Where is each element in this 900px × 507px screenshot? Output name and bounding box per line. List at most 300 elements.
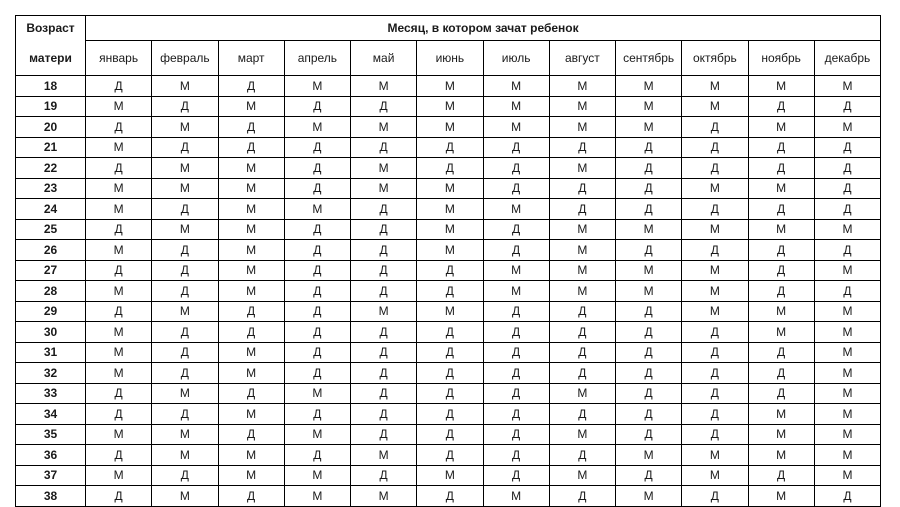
gender-cell: Д xyxy=(152,240,218,261)
gender-cell: Д xyxy=(616,137,682,158)
gender-cell: М xyxy=(86,322,152,343)
gender-cell: Д xyxy=(86,117,152,138)
gender-cell: Д xyxy=(814,486,880,507)
gender-cell: М xyxy=(616,117,682,138)
gender-cell: М xyxy=(218,445,284,466)
gender-cell: М xyxy=(86,281,152,302)
gender-cell: М xyxy=(218,260,284,281)
mother-age-cell: 21 xyxy=(16,137,86,158)
gender-cell: Д xyxy=(86,404,152,425)
gender-cell: М xyxy=(417,178,483,199)
table-row xyxy=(16,137,881,158)
gender-cell: М xyxy=(549,281,615,302)
gender-cell: Д xyxy=(483,322,549,343)
gender-cell: М xyxy=(616,219,682,240)
gender-cell: Д xyxy=(152,363,218,384)
gender-cell: Д xyxy=(483,445,549,466)
gender-cell: М xyxy=(152,178,218,199)
gender-cell: Д xyxy=(152,465,218,486)
gender-cell: М xyxy=(152,76,218,97)
gender-cell: Д xyxy=(417,486,483,507)
gender-cell: Д xyxy=(152,137,218,158)
gender-cell: Д xyxy=(351,465,417,486)
gender-cell: Д xyxy=(616,342,682,363)
gender-cell: Д xyxy=(748,260,814,281)
month-header: январь xyxy=(86,41,152,76)
gender-cell: Д xyxy=(748,96,814,117)
gender-cell: М xyxy=(218,465,284,486)
month-header: ноябрь xyxy=(748,41,814,76)
mother-age-cell: 34 xyxy=(16,404,86,425)
gender-cell: М xyxy=(86,465,152,486)
table-row xyxy=(16,178,881,199)
gender-cell: Д xyxy=(483,301,549,322)
gender-cell: М xyxy=(682,76,748,97)
gender-cell: Д xyxy=(682,363,748,384)
mother-age-cell: 25 xyxy=(16,219,86,240)
gender-cell: М xyxy=(86,240,152,261)
mother-age-cell: 31 xyxy=(16,342,86,363)
gender-cell: М xyxy=(682,465,748,486)
gender-cell: Д xyxy=(218,117,284,138)
gender-cell: Д xyxy=(417,383,483,404)
mother-age-cell: 37 xyxy=(16,465,86,486)
gender-cell: М xyxy=(748,424,814,445)
gender-cell: М xyxy=(814,117,880,138)
gender-cell: Д xyxy=(814,158,880,179)
mother-age-cell: 22 xyxy=(16,158,86,179)
table-row xyxy=(16,281,881,302)
gender-cell: Д xyxy=(284,178,350,199)
gender-cell: Д xyxy=(616,322,682,343)
gender-cell: Д xyxy=(616,199,682,220)
table-row xyxy=(16,158,881,179)
gender-cell: Д xyxy=(152,260,218,281)
gender-cell: Д xyxy=(86,219,152,240)
gender-cell: М xyxy=(549,76,615,97)
gender-cell: Д xyxy=(616,240,682,261)
gender-cell: Д xyxy=(748,158,814,179)
gender-cell: Д xyxy=(218,137,284,158)
gender-cell: М xyxy=(284,424,350,445)
gender-cell: Д xyxy=(549,322,615,343)
month-header: декабрь xyxy=(814,41,880,76)
mother-age-cell: 28 xyxy=(16,281,86,302)
gender-cell: М xyxy=(549,424,615,445)
gender-cell: М xyxy=(814,445,880,466)
gender-cell: М xyxy=(682,96,748,117)
mother-age-cell: 36 xyxy=(16,445,86,466)
gender-cell: М xyxy=(814,322,880,343)
gender-cell: М xyxy=(748,117,814,138)
mother-age-cell: 24 xyxy=(16,199,86,220)
gender-cell: М xyxy=(616,486,682,507)
gender-cell: Д xyxy=(218,322,284,343)
gender-cell: М xyxy=(351,117,417,138)
mother-age-cell: 32 xyxy=(16,363,86,384)
gender-cell: М xyxy=(682,178,748,199)
gender-cell: Д xyxy=(483,178,549,199)
gender-cell: Д xyxy=(284,96,350,117)
gender-cell: М xyxy=(549,158,615,179)
gender-cell: М xyxy=(549,219,615,240)
mother-age-cell: 23 xyxy=(16,178,86,199)
gender-cell: Д xyxy=(152,96,218,117)
gender-cell: М xyxy=(748,76,814,97)
gender-cell: Д xyxy=(417,342,483,363)
gender-cell: М xyxy=(748,219,814,240)
gender-cell: Д xyxy=(218,424,284,445)
gender-cell: М xyxy=(218,158,284,179)
gender-cell: Д xyxy=(616,158,682,179)
gender-cell: Д xyxy=(682,322,748,343)
gender-cell: М xyxy=(616,260,682,281)
gender-cell: М xyxy=(218,363,284,384)
table-row xyxy=(16,240,881,261)
gender-cell: Д xyxy=(483,465,549,486)
gender-cell: Д xyxy=(86,383,152,404)
gender-cell: М xyxy=(814,260,880,281)
gender-cell: Д xyxy=(218,486,284,507)
gender-cell: Д xyxy=(549,178,615,199)
gender-cell: Д xyxy=(417,445,483,466)
gender-cell: М xyxy=(483,260,549,281)
gender-cell: Д xyxy=(417,281,483,302)
gender-cell: Д xyxy=(152,404,218,425)
gender-cell: М xyxy=(483,76,549,97)
table-row xyxy=(16,199,881,220)
gender-cell: М xyxy=(218,240,284,261)
gender-cell: Д xyxy=(152,199,218,220)
gender-cell: Д xyxy=(351,199,417,220)
gender-cell: М xyxy=(748,486,814,507)
gender-cell: М xyxy=(616,96,682,117)
gender-cell: М xyxy=(351,158,417,179)
gender-cell: Д xyxy=(616,465,682,486)
gender-cell: М xyxy=(152,424,218,445)
gender-cell: Д xyxy=(549,486,615,507)
gender-cell: Д xyxy=(284,445,350,466)
gender-cell: М xyxy=(814,465,880,486)
gender-cell: М xyxy=(417,465,483,486)
gender-cell: М xyxy=(351,76,417,97)
table-row xyxy=(16,465,881,486)
gender-cell: Д xyxy=(284,342,350,363)
gender-cell: М xyxy=(417,199,483,220)
table-row xyxy=(16,96,881,117)
gender-cell: М xyxy=(682,445,748,466)
gender-cell: М xyxy=(549,117,615,138)
gender-cell: М xyxy=(748,301,814,322)
gender-cell: М xyxy=(152,117,218,138)
gender-cell: М xyxy=(417,301,483,322)
gender-cell: Д xyxy=(748,342,814,363)
gender-cell: М xyxy=(748,404,814,425)
gender-cell: Д xyxy=(682,486,748,507)
gender-cell: Д xyxy=(814,281,880,302)
gender-cell: Д xyxy=(549,404,615,425)
gender-cell: М xyxy=(284,383,350,404)
gender-cell: М xyxy=(86,137,152,158)
gender-cell: Д xyxy=(483,240,549,261)
month-header: февраль xyxy=(152,41,218,76)
gender-cell: М xyxy=(682,281,748,302)
gender-cell: Д xyxy=(351,96,417,117)
gender-cell: Д xyxy=(351,260,417,281)
gender-cell: М xyxy=(616,445,682,466)
gender-cell: М xyxy=(483,486,549,507)
gender-cell: М xyxy=(218,219,284,240)
gender-cell: Д xyxy=(616,301,682,322)
gender-cell: Д xyxy=(351,322,417,343)
gender-cell: Д xyxy=(152,322,218,343)
gender-cell: Д xyxy=(284,240,350,261)
month-header: апрель xyxy=(284,41,350,76)
gender-cell: М xyxy=(814,301,880,322)
gender-cell: Д xyxy=(284,137,350,158)
table-row xyxy=(16,342,881,363)
gender-cell: Д xyxy=(748,137,814,158)
gender-cell: Д xyxy=(748,281,814,302)
gender-cell: Д xyxy=(483,363,549,384)
gender-cell: М xyxy=(152,301,218,322)
table-row xyxy=(16,76,881,97)
gender-cell: Д xyxy=(483,404,549,425)
gender-cell: Д xyxy=(549,342,615,363)
mother-age-cell: 20 xyxy=(16,117,86,138)
gender-cell: Д xyxy=(86,301,152,322)
gender-cell: Д xyxy=(284,404,350,425)
table-row xyxy=(16,219,881,240)
month-header: июнь xyxy=(417,41,483,76)
gender-cell: М xyxy=(218,178,284,199)
gender-cell: Д xyxy=(351,404,417,425)
table-row xyxy=(16,260,881,281)
gender-cell: Д xyxy=(86,76,152,97)
gender-cell: М xyxy=(616,281,682,302)
gender-cell: Д xyxy=(814,178,880,199)
age-header-line1: Возраст xyxy=(16,16,86,41)
gender-cell: Д xyxy=(284,260,350,281)
gender-cell: М xyxy=(682,219,748,240)
mother-age-cell: 38 xyxy=(16,486,86,507)
gender-cell: Д xyxy=(814,240,880,261)
gender-cell: Д xyxy=(86,445,152,466)
gender-cell: М xyxy=(86,424,152,445)
gender-cell: Д xyxy=(483,137,549,158)
gender-cell: Д xyxy=(218,76,284,97)
table-row xyxy=(16,322,881,343)
gender-cell: Д xyxy=(748,465,814,486)
gender-cell: Д xyxy=(682,240,748,261)
gender-cell: Д xyxy=(549,445,615,466)
gender-cell: М xyxy=(814,342,880,363)
table-row xyxy=(16,424,881,445)
gender-cell: Д xyxy=(351,240,417,261)
gender-cell: Д xyxy=(483,383,549,404)
gender-cell: М xyxy=(682,260,748,281)
gender-cell: Д xyxy=(351,383,417,404)
gender-prediction-table-container xyxy=(15,15,880,507)
gender-prediction-table xyxy=(15,15,881,507)
header-row-months xyxy=(16,41,881,76)
month-group-header: Месяц, в котором зачат ребенок xyxy=(86,16,881,41)
gender-cell: М xyxy=(284,486,350,507)
gender-cell: М xyxy=(351,301,417,322)
header-row-top xyxy=(16,16,881,41)
gender-cell: Д xyxy=(616,424,682,445)
month-header: август xyxy=(549,41,615,76)
gender-cell: Д xyxy=(417,363,483,384)
gender-cell: Д xyxy=(748,363,814,384)
gender-cell: Д xyxy=(351,137,417,158)
gender-cell: Д xyxy=(152,342,218,363)
gender-cell: Д xyxy=(417,404,483,425)
gender-cell: М xyxy=(616,76,682,97)
gender-cell: М xyxy=(549,96,615,117)
mother-age-cell: 19 xyxy=(16,96,86,117)
gender-cell: М xyxy=(417,219,483,240)
gender-cell: М xyxy=(152,383,218,404)
age-header-line2: матери xyxy=(16,41,86,76)
gender-cell: М xyxy=(748,445,814,466)
gender-cell: Д xyxy=(682,404,748,425)
gender-cell: М xyxy=(218,199,284,220)
table-row xyxy=(16,301,881,322)
mother-age-cell: 18 xyxy=(16,76,86,97)
table-row xyxy=(16,117,881,138)
gender-cell: Д xyxy=(616,383,682,404)
gender-cell: Д xyxy=(616,404,682,425)
gender-cell: Д xyxy=(814,199,880,220)
table-row xyxy=(16,383,881,404)
gender-cell: М xyxy=(284,117,350,138)
gender-cell: М xyxy=(218,404,284,425)
gender-cell: М xyxy=(152,158,218,179)
gender-cell: М xyxy=(814,363,880,384)
gender-cell: Д xyxy=(417,137,483,158)
gender-cell: Д xyxy=(682,424,748,445)
gender-cell: М xyxy=(549,465,615,486)
gender-cell: М xyxy=(483,281,549,302)
gender-cell: М xyxy=(417,240,483,261)
gender-cell: Д xyxy=(351,281,417,302)
gender-cell: Д xyxy=(616,178,682,199)
gender-cell: Д xyxy=(86,260,152,281)
gender-cell: М xyxy=(814,404,880,425)
mother-age-cell: 30 xyxy=(16,322,86,343)
gender-cell: М xyxy=(218,96,284,117)
gender-cell: М xyxy=(351,445,417,466)
gender-cell: Д xyxy=(284,301,350,322)
gender-cell: Д xyxy=(483,342,549,363)
mother-age-cell: 35 xyxy=(16,424,86,445)
table-row xyxy=(16,363,881,384)
gender-cell: Д xyxy=(483,158,549,179)
gender-cell: Д xyxy=(549,137,615,158)
gender-cell: М xyxy=(417,96,483,117)
gender-cell: М xyxy=(417,117,483,138)
gender-cell: Д xyxy=(417,322,483,343)
gender-cell: Д xyxy=(351,363,417,384)
gender-cell: Д xyxy=(417,260,483,281)
gender-cell: Д xyxy=(284,363,350,384)
gender-cell: Д xyxy=(814,137,880,158)
gender-cell: М xyxy=(682,301,748,322)
gender-cell: Д xyxy=(814,96,880,117)
month-header: октябрь xyxy=(682,41,748,76)
gender-cell: Д xyxy=(483,219,549,240)
gender-cell: Д xyxy=(284,158,350,179)
gender-cell: М xyxy=(86,363,152,384)
gender-cell: Д xyxy=(748,383,814,404)
gender-cell: М xyxy=(284,465,350,486)
gender-cell: Д xyxy=(483,424,549,445)
gender-cell: Д xyxy=(351,219,417,240)
gender-cell: М xyxy=(483,199,549,220)
gender-cell: М xyxy=(218,281,284,302)
gender-cell: М xyxy=(748,178,814,199)
gender-cell: М xyxy=(483,117,549,138)
gender-cell: Д xyxy=(616,363,682,384)
gender-cell: М xyxy=(417,76,483,97)
gender-cell: Д xyxy=(284,322,350,343)
table-row xyxy=(16,445,881,466)
gender-cell: М xyxy=(152,219,218,240)
month-header: июль xyxy=(483,41,549,76)
gender-cell: М xyxy=(549,240,615,261)
gender-cell: М xyxy=(152,486,218,507)
gender-cell: М xyxy=(86,342,152,363)
gender-cell: Д xyxy=(417,158,483,179)
gender-cell: Д xyxy=(549,363,615,384)
gender-cell: М xyxy=(86,96,152,117)
month-header: март xyxy=(218,41,284,76)
month-header: сентябрь xyxy=(616,41,682,76)
gender-cell: Д xyxy=(682,383,748,404)
gender-cell: Д xyxy=(218,301,284,322)
gender-cell: М xyxy=(814,424,880,445)
mother-age-cell: 33 xyxy=(16,383,86,404)
mother-age-cell: 27 xyxy=(16,260,86,281)
gender-cell: Д xyxy=(86,486,152,507)
gender-cell: Д xyxy=(682,342,748,363)
gender-cell: Д xyxy=(284,281,350,302)
gender-cell: М xyxy=(284,199,350,220)
gender-cell: М xyxy=(748,322,814,343)
gender-cell: М xyxy=(86,199,152,220)
gender-cell: Д xyxy=(748,199,814,220)
table-body xyxy=(16,76,881,507)
gender-cell: Д xyxy=(417,424,483,445)
gender-cell: М xyxy=(218,342,284,363)
mother-age-cell: 26 xyxy=(16,240,86,261)
gender-cell: М xyxy=(814,383,880,404)
gender-cell: М xyxy=(351,486,417,507)
gender-cell: Д xyxy=(218,383,284,404)
table-row xyxy=(16,404,881,425)
gender-cell: Д xyxy=(748,240,814,261)
gender-cell: М xyxy=(549,260,615,281)
gender-cell: М xyxy=(549,383,615,404)
gender-cell: Д xyxy=(284,219,350,240)
gender-cell: Д xyxy=(682,199,748,220)
gender-cell: М xyxy=(483,96,549,117)
gender-cell: Д xyxy=(549,199,615,220)
table-row xyxy=(16,486,881,507)
gender-cell: М xyxy=(814,219,880,240)
gender-cell: Д xyxy=(86,158,152,179)
